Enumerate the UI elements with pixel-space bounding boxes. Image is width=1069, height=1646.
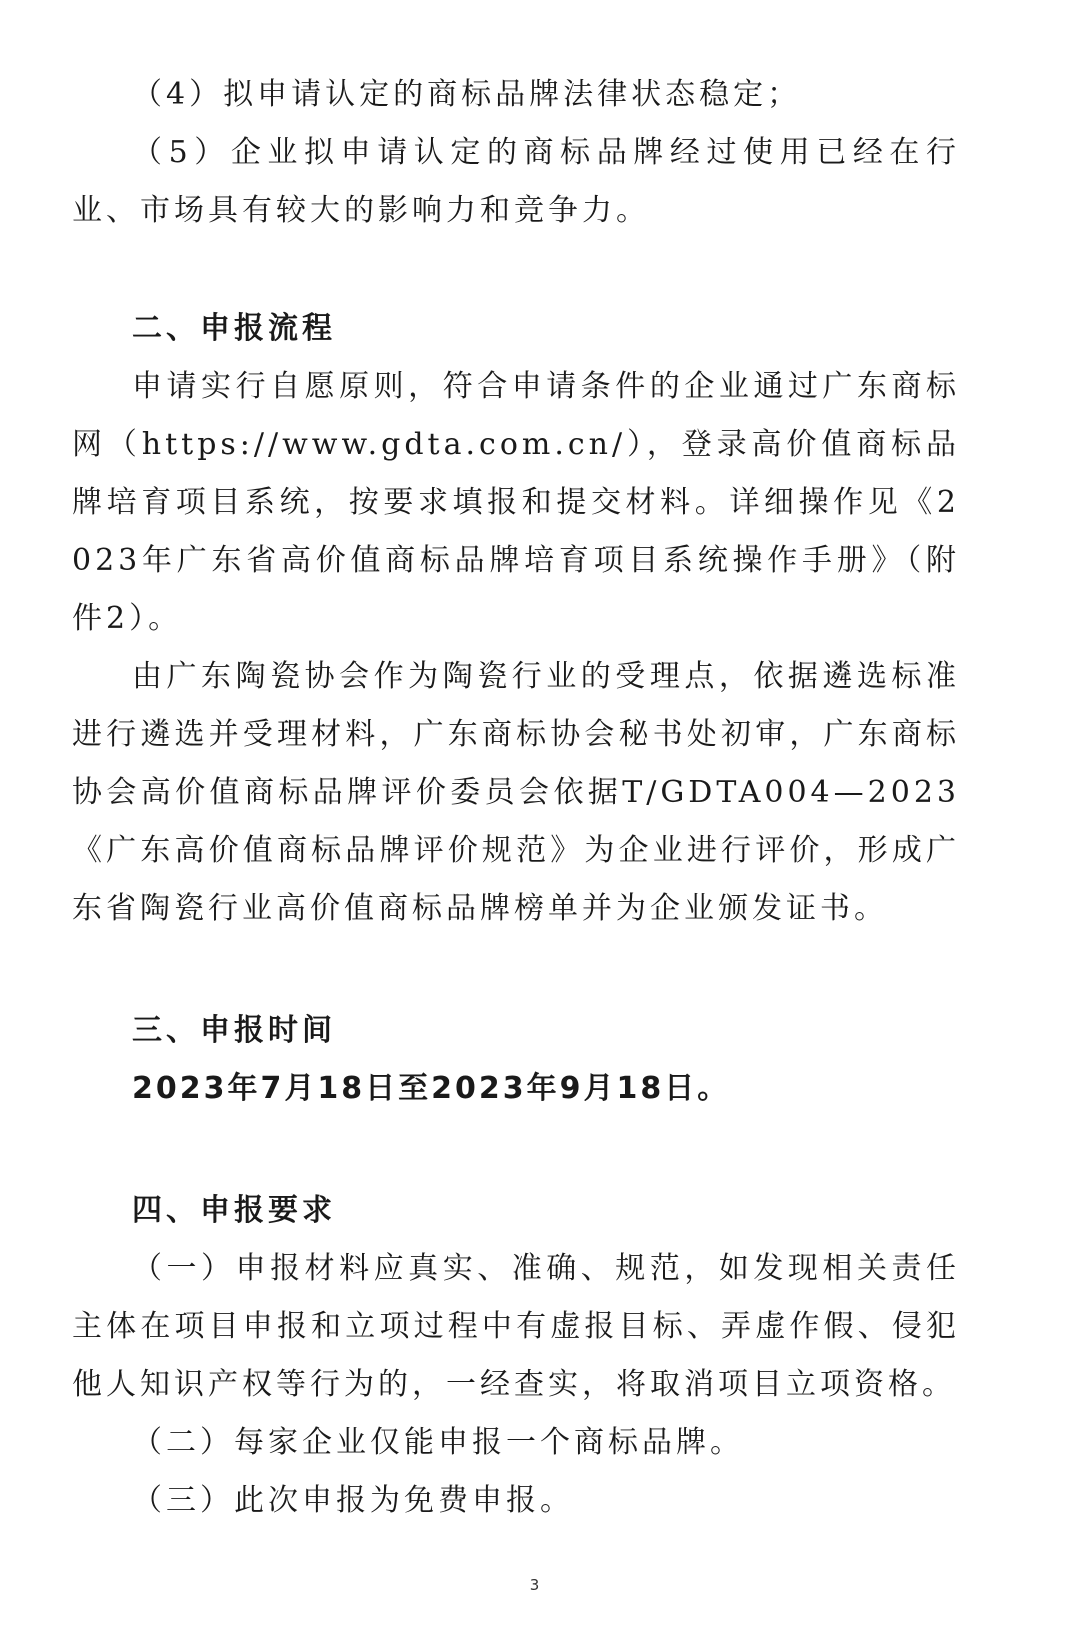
condition-item-5: （5）企业拟申请认定的商标品牌经过使用已经在行业、市场具有较大的影响力和竞争力。: [72, 135, 960, 228]
spacer: [72, 938, 960, 1002]
process-paragraph-1: 申请实行自愿原则，符合申请条件的企业通过广东商标网（https://www.gdta.com.cn/），登录高价值商标品牌培育项目系统，按要求填报和提交材料。详细操作见《2023年广东省高价值商标品牌培育项目系统操作手册》（附件2）。: [72, 369, 960, 636]
section-heading-time: 三、申报时间: [132, 1013, 336, 1048]
page-body: [72, 66, 960, 1530]
requirement-2: （二）每家企业仅能申报一个商标品牌。: [132, 1425, 744, 1460]
condition-item-4: （4）拟申请认定的商标品牌法律状态稳定；: [132, 77, 802, 112]
spacer: [72, 240, 960, 300]
requirement-1: （一）申报材料应真实、准确、规范，如发现相关责任主体在项目申报和立项过程中有虚报目标、弄虚作假、侵犯他人知识产权等行为的，一经查实，将取消项目立项资格。: [72, 1251, 960, 1402]
spacer: [72, 1118, 960, 1182]
requirement-3: （三）此次申报为免费申报。: [132, 1483, 574, 1518]
section-heading-requirements: 四、申报要求: [132, 1193, 336, 1228]
section-heading-process: 二、申报流程: [132, 311, 336, 346]
page-number: 3: [529, 1576, 540, 1594]
application-date-range: 2023年7月18日至2023年9月18日。: [132, 1071, 731, 1106]
process-paragraph-2: 由广东陶瓷协会作为陶瓷行业的受理点，依据遴选标准进行遴选并受理材料，广东商标协会秘书处初审，广东商标协会高价值商标品牌评价委员会依据T/GDTA004—2023《广东高价值商标品牌评价规范》为企业进行评价，形成广东省陶瓷行业高价值商标品牌榜单并为企业颁发证书。: [72, 659, 960, 926]
